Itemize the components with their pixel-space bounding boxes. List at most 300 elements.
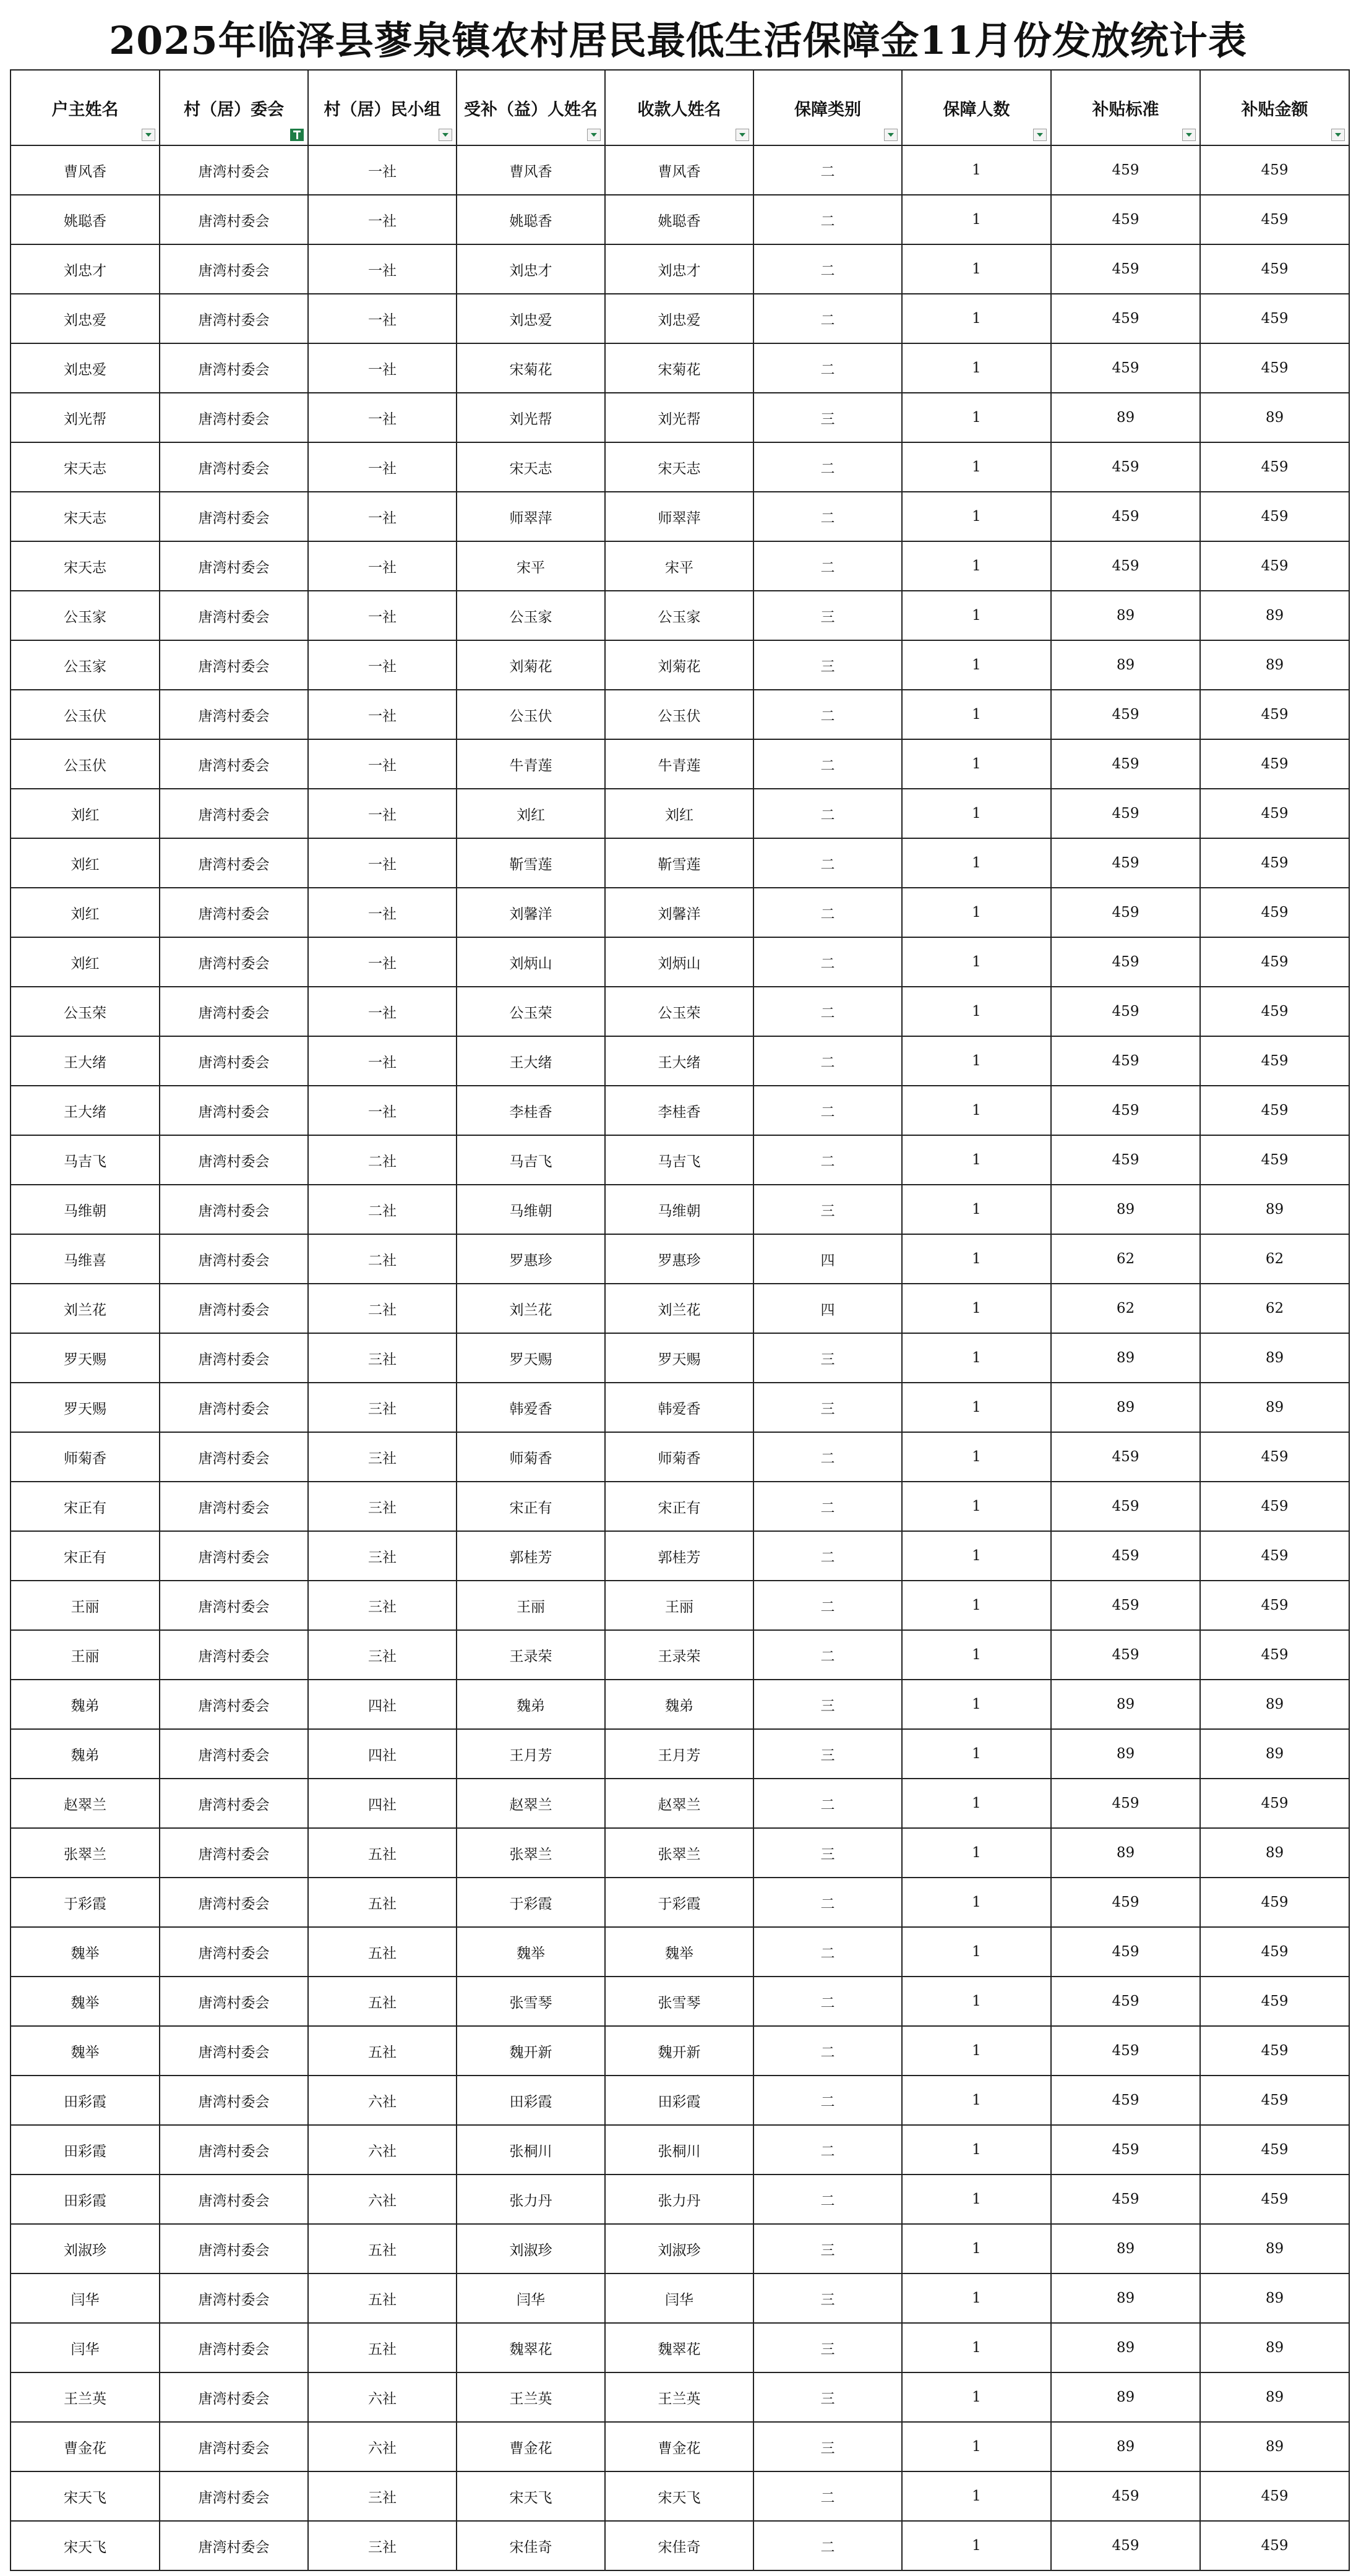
village-group-cell[interactable]: 六社	[308, 2372, 457, 2422]
village-committee-cell[interactable]: 唐湾村委会	[160, 2224, 308, 2273]
guarantee-category-cell[interactable]: 三	[753, 2224, 902, 2273]
beneficiary-name-cell[interactable]: 马吉飞	[457, 1135, 605, 1185]
guarantee-category-cell[interactable]: 三	[753, 2422, 902, 2471]
subsidy-amount-cell[interactable]: 459	[1200, 2175, 1349, 2224]
payee-name-cell[interactable]: 公玉家	[605, 591, 753, 640]
village-committee-cell[interactable]: 唐湾村委会	[160, 1432, 308, 1482]
guarantee-count-cell[interactable]: 1	[902, 1036, 1051, 1086]
household-head-name-cell[interactable]: 闫华	[11, 2273, 160, 2323]
beneficiary-name-cell[interactable]: 魏开新	[457, 2026, 605, 2076]
beneficiary-name-cell[interactable]: 张翠兰	[457, 1828, 605, 1878]
subsidy-standard-cell[interactable]: 459	[1051, 2026, 1200, 2076]
village-group-cell[interactable]: 一社	[308, 492, 457, 541]
village-committee-cell[interactable]: 唐湾村委会	[160, 2521, 308, 2570]
guarantee-count-cell[interactable]: 1	[902, 1927, 1051, 1977]
village-group-cell[interactable]: 一社	[308, 145, 457, 195]
subsidy-standard-cell[interactable]: 459	[1051, 1779, 1200, 1828]
subsidy-standard-cell[interactable]: 459	[1051, 987, 1200, 1036]
payee-name-cell[interactable]: 闫华	[605, 2273, 753, 2323]
village-group-cell[interactable]: 一社	[308, 393, 457, 442]
guarantee-count-cell[interactable]: 1	[902, 343, 1051, 393]
guarantee-category-cell[interactable]: 二	[753, 1779, 902, 1828]
subsidy-amount-cell[interactable]: 89	[1200, 1383, 1349, 1432]
payee-name-cell[interactable]: 王月芳	[605, 1729, 753, 1779]
village-committee-cell[interactable]: 唐湾村委会	[160, 987, 308, 1036]
village-group-cell[interactable]: 六社	[308, 2175, 457, 2224]
subsidy-standard-cell[interactable]: 89	[1051, 1383, 1200, 1432]
filter-dropdown-icon[interactable]	[736, 129, 749, 141]
subsidy-standard-cell[interactable]: 459	[1051, 1086, 1200, 1135]
guarantee-count-cell[interactable]: 1	[902, 2471, 1051, 2521]
guarantee-category-cell[interactable]: 二	[753, 1581, 902, 1630]
village-committee-cell[interactable]: 唐湾村委会	[160, 2471, 308, 2521]
beneficiary-name-cell[interactable]: 刘淑珍	[457, 2224, 605, 2273]
subsidy-amount-cell[interactable]: 459	[1200, 937, 1349, 987]
beneficiary-name-cell[interactable]: 刘光帮	[457, 393, 605, 442]
beneficiary-name-cell[interactable]: 马维朝	[457, 1185, 605, 1234]
household-head-name-cell[interactable]: 宋天飞	[11, 2471, 160, 2521]
village-group-cell[interactable]: 三社	[308, 2471, 457, 2521]
village-group-cell[interactable]: 一社	[308, 294, 457, 343]
subsidy-amount-cell[interactable]: 459	[1200, 1581, 1349, 1630]
payee-name-cell[interactable]: 王录荣	[605, 1630, 753, 1680]
guarantee-count-cell[interactable]: 1	[902, 789, 1051, 838]
filter-dropdown-icon[interactable]	[587, 129, 601, 141]
beneficiary-name-cell[interactable]: 宋菊花	[457, 343, 605, 393]
guarantee-category-cell[interactable]: 三	[753, 1729, 902, 1779]
village-group-cell[interactable]: 一社	[308, 838, 457, 888]
subsidy-amount-cell[interactable]: 89	[1200, 2224, 1349, 2273]
village-group-cell[interactable]: 五社	[308, 2273, 457, 2323]
subsidy-amount-cell[interactable]: 459	[1200, 1036, 1349, 1086]
guarantee-category-cell[interactable]: 二	[753, 195, 902, 244]
subsidy-standard-cell[interactable]: 459	[1051, 1036, 1200, 1086]
beneficiary-name-cell[interactable]: 罗天赐	[457, 1333, 605, 1383]
subsidy-amount-cell[interactable]: 62	[1200, 1234, 1349, 1284]
village-group-cell[interactable]: 一社	[308, 1036, 457, 1086]
payee-name-cell[interactable]: 魏举	[605, 1927, 753, 1977]
household-head-name-cell[interactable]: 魏举	[11, 1927, 160, 1977]
village-group-cell[interactable]: 四社	[308, 1729, 457, 1779]
beneficiary-name-cell[interactable]: 闫华	[457, 2273, 605, 2323]
payee-name-cell[interactable]: 宋天志	[605, 442, 753, 492]
beneficiary-name-cell[interactable]: 牛青莲	[457, 739, 605, 789]
payee-name-cell[interactable]: 刘光帮	[605, 393, 753, 442]
household-head-name-cell[interactable]: 魏弟	[11, 1729, 160, 1779]
guarantee-count-cell[interactable]: 1	[902, 2372, 1051, 2422]
payee-name-cell[interactable]: 赵翠兰	[605, 1779, 753, 1828]
household-head-name-cell[interactable]: 宋天飞	[11, 2521, 160, 2570]
subsidy-standard-cell[interactable]: 459	[1051, 1630, 1200, 1680]
village-committee-cell[interactable]: 唐湾村委会	[160, 541, 308, 591]
subsidy-standard-cell[interactable]: 459	[1051, 739, 1200, 789]
household-head-name-cell[interactable]: 刘忠才	[11, 244, 160, 294]
village-committee-cell[interactable]: 唐湾村委会	[160, 2323, 308, 2372]
guarantee-count-cell[interactable]: 1	[902, 1878, 1051, 1927]
payee-name-cell[interactable]: 宋佳奇	[605, 2521, 753, 2570]
village-committee-cell[interactable]: 唐湾村委会	[160, 1531, 308, 1581]
village-committee-cell[interactable]: 唐湾村委会	[160, 1036, 308, 1086]
payee-name-cell[interactable]: 郭桂芳	[605, 1531, 753, 1581]
village-committee-cell[interactable]: 唐湾村委会	[160, 1234, 308, 1284]
beneficiary-name-cell[interactable]: 张桐川	[457, 2125, 605, 2175]
subsidy-amount-cell[interactable]: 459	[1200, 195, 1349, 244]
beneficiary-name-cell[interactable]: 赵翠兰	[457, 1779, 605, 1828]
household-head-name-cell[interactable]: 姚聪香	[11, 195, 160, 244]
village-committee-cell[interactable]: 唐湾村委会	[160, 2026, 308, 2076]
household-head-name-cell[interactable]: 魏举	[11, 2026, 160, 2076]
household-head-name-cell[interactable]: 宋天志	[11, 442, 160, 492]
household-head-name-cell[interactable]: 曹金花	[11, 2422, 160, 2471]
guarantee-category-cell[interactable]: 三	[753, 1185, 902, 1234]
guarantee-count-cell[interactable]: 1	[902, 393, 1051, 442]
guarantee-count-cell[interactable]: 1	[902, 987, 1051, 1036]
beneficiary-name-cell[interactable]: 宋平	[457, 541, 605, 591]
village-committee-cell[interactable]: 唐湾村委会	[160, 2076, 308, 2125]
guarantee-category-cell[interactable]: 二	[753, 343, 902, 393]
payee-name-cell[interactable]: 宋正有	[605, 1482, 753, 1531]
payee-name-cell[interactable]: 魏开新	[605, 2026, 753, 2076]
guarantee-category-cell[interactable]: 二	[753, 1036, 902, 1086]
village-group-cell[interactable]: 五社	[308, 1828, 457, 1878]
guarantee-count-cell[interactable]: 1	[902, 492, 1051, 541]
household-head-name-cell[interactable]: 宋天志	[11, 492, 160, 541]
filter-dropdown-icon[interactable]	[1182, 129, 1196, 141]
village-group-cell[interactable]: 二社	[308, 1135, 457, 1185]
beneficiary-name-cell[interactable]: 靳雪莲	[457, 838, 605, 888]
household-head-name-cell[interactable]: 刘光帮	[11, 393, 160, 442]
village-group-cell[interactable]: 一社	[308, 739, 457, 789]
village-committee-cell[interactable]: 唐湾村委会	[160, 1977, 308, 2026]
subsidy-amount-cell[interactable]: 89	[1200, 2372, 1349, 2422]
household-head-name-cell[interactable]: 王丽	[11, 1581, 160, 1630]
payee-name-cell[interactable]: 刘馨洋	[605, 888, 753, 937]
village-committee-cell[interactable]: 唐湾村委会	[160, 888, 308, 937]
guarantee-category-cell[interactable]: 二	[753, 244, 902, 294]
household-head-name-cell[interactable]: 赵翠兰	[11, 1779, 160, 1828]
beneficiary-name-cell[interactable]: 公玉伏	[457, 690, 605, 739]
subsidy-amount-cell[interactable]: 459	[1200, 1630, 1349, 1680]
subsidy-standard-cell[interactable]: 459	[1051, 789, 1200, 838]
beneficiary-name-cell[interactable]: 张力丹	[457, 2175, 605, 2224]
subsidy-standard-cell[interactable]: 89	[1051, 1828, 1200, 1878]
beneficiary-name-cell[interactable]: 王录荣	[457, 1630, 605, 1680]
subsidy-standard-cell[interactable]: 459	[1051, 937, 1200, 987]
subsidy-amount-cell[interactable]: 459	[1200, 838, 1349, 888]
payee-name-cell[interactable]: 刘菊花	[605, 640, 753, 690]
village-committee-cell[interactable]: 唐湾村委会	[160, 1680, 308, 1729]
guarantee-count-cell[interactable]: 1	[902, 2422, 1051, 2471]
village-committee-cell[interactable]: 唐湾村委会	[160, 1086, 308, 1135]
guarantee-category-cell[interactable]: 三	[753, 591, 902, 640]
subsidy-amount-cell[interactable]: 89	[1200, 1828, 1349, 1878]
household-head-name-cell[interactable]: 刘红	[11, 937, 160, 987]
payee-name-cell[interactable]: 刘兰花	[605, 1284, 753, 1333]
subsidy-standard-cell[interactable]: 459	[1051, 1581, 1200, 1630]
household-head-name-cell[interactable]: 王兰英	[11, 2372, 160, 2422]
village-group-cell[interactable]: 五社	[308, 1878, 457, 1927]
subsidy-amount-cell[interactable]: 89	[1200, 2422, 1349, 2471]
subsidy-amount-cell[interactable]: 89	[1200, 1185, 1349, 1234]
subsidy-amount-cell[interactable]: 459	[1200, 492, 1349, 541]
beneficiary-name-cell[interactable]: 罗惠珍	[457, 1234, 605, 1284]
beneficiary-name-cell[interactable]: 韩爱香	[457, 1383, 605, 1432]
household-head-name-cell[interactable]: 于彩霞	[11, 1878, 160, 1927]
guarantee-count-cell[interactable]: 1	[902, 2125, 1051, 2175]
payee-name-cell[interactable]: 王兰英	[605, 2372, 753, 2422]
village-committee-cell[interactable]: 唐湾村委会	[160, 1630, 308, 1680]
subsidy-amount-cell[interactable]: 459	[1200, 2471, 1349, 2521]
beneficiary-name-cell[interactable]: 刘菊花	[457, 640, 605, 690]
village-committee-cell[interactable]: 唐湾村委会	[160, 640, 308, 690]
guarantee-category-cell[interactable]: 三	[753, 1333, 902, 1383]
village-group-cell[interactable]: 二社	[308, 1234, 457, 1284]
guarantee-count-cell[interactable]: 1	[902, 1581, 1051, 1630]
guarantee-count-cell[interactable]: 1	[902, 2175, 1051, 2224]
payee-name-cell[interactable]: 张翠兰	[605, 1828, 753, 1878]
guarantee-count-cell[interactable]: 1	[902, 244, 1051, 294]
beneficiary-name-cell[interactable]: 王大绪	[457, 1036, 605, 1086]
village-group-cell[interactable]: 一社	[308, 888, 457, 937]
filter-dropdown-icon[interactable]	[884, 129, 898, 141]
guarantee-category-cell[interactable]: 二	[753, 739, 902, 789]
village-group-cell[interactable]: 三社	[308, 1581, 457, 1630]
payee-name-cell[interactable]: 魏弟	[605, 1680, 753, 1729]
subsidy-standard-cell[interactable]: 89	[1051, 1185, 1200, 1234]
guarantee-category-cell[interactable]: 二	[753, 2125, 902, 2175]
village-committee-cell[interactable]: 唐湾村委会	[160, 1779, 308, 1828]
subsidy-amount-cell[interactable]: 459	[1200, 244, 1349, 294]
guarantee-category-cell[interactable]: 二	[753, 294, 902, 343]
village-group-cell[interactable]: 六社	[308, 2076, 457, 2125]
subsidy-standard-cell[interactable]: 459	[1051, 541, 1200, 591]
subsidy-amount-cell[interactable]: 459	[1200, 2125, 1349, 2175]
subsidy-amount-cell[interactable]: 459	[1200, 2521, 1349, 2570]
beneficiary-name-cell[interactable]: 刘忠爱	[457, 294, 605, 343]
subsidy-amount-cell[interactable]: 459	[1200, 1135, 1349, 1185]
payee-name-cell[interactable]: 马维朝	[605, 1185, 753, 1234]
payee-name-cell[interactable]: 张雪琴	[605, 1977, 753, 2026]
subsidy-standard-cell[interactable]: 62	[1051, 1284, 1200, 1333]
beneficiary-name-cell[interactable]: 曹金花	[457, 2422, 605, 2471]
guarantee-count-cell[interactable]: 1	[902, 739, 1051, 789]
household-head-name-cell[interactable]: 刘忠爱	[11, 343, 160, 393]
village-group-cell[interactable]: 一社	[308, 195, 457, 244]
guarantee-category-cell[interactable]: 二	[753, 1432, 902, 1482]
subsidy-standard-cell[interactable]: 459	[1051, 2471, 1200, 2521]
beneficiary-name-cell[interactable]: 魏弟	[457, 1680, 605, 1729]
beneficiary-name-cell[interactable]: 王兰英	[457, 2372, 605, 2422]
beneficiary-name-cell[interactable]: 公玉荣	[457, 987, 605, 1036]
subsidy-standard-cell[interactable]: 459	[1051, 1977, 1200, 2026]
subsidy-amount-cell[interactable]: 459	[1200, 1927, 1349, 1977]
guarantee-category-cell[interactable]: 二	[753, 1482, 902, 1531]
guarantee-category-cell[interactable]: 二	[753, 541, 902, 591]
filter-dropdown-icon[interactable]	[142, 129, 155, 141]
guarantee-category-cell[interactable]: 二	[753, 442, 902, 492]
household-head-name-cell[interactable]: 宋天志	[11, 541, 160, 591]
village-group-cell[interactable]: 一社	[308, 244, 457, 294]
guarantee-category-cell[interactable]: 三	[753, 393, 902, 442]
subsidy-amount-cell[interactable]: 459	[1200, 2076, 1349, 2125]
guarantee-count-cell[interactable]: 1	[902, 1977, 1051, 2026]
subsidy-standard-cell[interactable]: 62	[1051, 1234, 1200, 1284]
household-head-name-cell[interactable]: 刘淑珍	[11, 2224, 160, 2273]
village-group-cell[interactable]: 二社	[308, 1185, 457, 1234]
guarantee-count-cell[interactable]: 1	[902, 1531, 1051, 1581]
guarantee-category-cell[interactable]: 四	[753, 1284, 902, 1333]
subsidy-amount-cell[interactable]: 459	[1200, 888, 1349, 937]
subsidy-amount-cell[interactable]: 459	[1200, 2026, 1349, 2076]
household-head-name-cell[interactable]: 王大绪	[11, 1086, 160, 1135]
guarantee-count-cell[interactable]: 1	[902, 1284, 1051, 1333]
subsidy-amount-cell[interactable]: 459	[1200, 1878, 1349, 1927]
village-group-cell[interactable]: 三社	[308, 1482, 457, 1531]
beneficiary-name-cell[interactable]: 王丽	[457, 1581, 605, 1630]
subsidy-standard-cell[interactable]: 89	[1051, 2224, 1200, 2273]
village-committee-cell[interactable]: 唐湾村委会	[160, 789, 308, 838]
guarantee-category-cell[interactable]: 二	[753, 2175, 902, 2224]
village-committee-cell[interactable]: 唐湾村委会	[160, 2175, 308, 2224]
payee-name-cell[interactable]: 李桂香	[605, 1086, 753, 1135]
guarantee-category-cell[interactable]: 二	[753, 987, 902, 1036]
beneficiary-name-cell[interactable]: 宋正有	[457, 1482, 605, 1531]
village-committee-cell[interactable]: 唐湾村委会	[160, 2125, 308, 2175]
village-committee-cell[interactable]: 唐湾村委会	[160, 343, 308, 393]
guarantee-count-cell[interactable]: 1	[902, 1630, 1051, 1680]
beneficiary-name-cell[interactable]: 于彩霞	[457, 1878, 605, 1927]
subsidy-standard-cell[interactable]: 459	[1051, 838, 1200, 888]
subsidy-standard-cell[interactable]: 459	[1051, 442, 1200, 492]
subsidy-standard-cell[interactable]: 459	[1051, 1432, 1200, 1482]
subsidy-amount-cell[interactable]: 459	[1200, 145, 1349, 195]
village-committee-cell[interactable]: 唐湾村委会	[160, 591, 308, 640]
household-head-name-cell[interactable]: 师菊香	[11, 1432, 160, 1482]
guarantee-category-cell[interactable]: 二	[753, 2076, 902, 2125]
guarantee-count-cell[interactable]: 1	[902, 591, 1051, 640]
subsidy-standard-cell[interactable]: 459	[1051, 1878, 1200, 1927]
guarantee-count-cell[interactable]: 1	[902, 888, 1051, 937]
guarantee-category-cell[interactable]: 三	[753, 640, 902, 690]
village-committee-cell[interactable]: 唐湾村委会	[160, 1185, 308, 1234]
guarantee-category-cell[interactable]: 二	[753, 789, 902, 838]
payee-name-cell[interactable]: 刘淑珍	[605, 2224, 753, 2273]
filter-dropdown-icon[interactable]	[439, 129, 452, 141]
guarantee-count-cell[interactable]: 1	[902, 1086, 1051, 1135]
household-head-name-cell[interactable]: 宋正有	[11, 1482, 160, 1531]
beneficiary-name-cell[interactable]: 宋天志	[457, 442, 605, 492]
household-head-name-cell[interactable]: 公玉家	[11, 640, 160, 690]
household-head-name-cell[interactable]: 公玉荣	[11, 987, 160, 1036]
household-head-name-cell[interactable]: 刘红	[11, 888, 160, 937]
household-head-name-cell[interactable]: 公玉伏	[11, 739, 160, 789]
village-group-cell[interactable]: 一社	[308, 640, 457, 690]
payee-name-cell[interactable]: 刘炳山	[605, 937, 753, 987]
payee-name-cell[interactable]: 王丽	[605, 1581, 753, 1630]
payee-name-cell[interactable]: 张桐川	[605, 2125, 753, 2175]
guarantee-category-cell[interactable]: 二	[753, 1630, 902, 1680]
household-head-name-cell[interactable]: 马吉飞	[11, 1135, 160, 1185]
subsidy-standard-cell[interactable]: 459	[1051, 492, 1200, 541]
subsidy-amount-cell[interactable]: 459	[1200, 987, 1349, 1036]
guarantee-category-cell[interactable]: 二	[753, 492, 902, 541]
guarantee-count-cell[interactable]: 1	[902, 1779, 1051, 1828]
subsidy-amount-cell[interactable]: 459	[1200, 1531, 1349, 1581]
village-group-cell[interactable]: 三社	[308, 1432, 457, 1482]
payee-name-cell[interactable]: 牛青莲	[605, 739, 753, 789]
guarantee-count-cell[interactable]: 1	[902, 442, 1051, 492]
village-committee-cell[interactable]: 唐湾村委会	[160, 1828, 308, 1878]
village-committee-cell[interactable]: 唐湾村委会	[160, 1383, 308, 1432]
beneficiary-name-cell[interactable]: 师翠萍	[457, 492, 605, 541]
village-committee-cell[interactable]: 唐湾村委会	[160, 244, 308, 294]
guarantee-category-cell[interactable]: 二	[753, 2471, 902, 2521]
household-head-name-cell[interactable]: 刘红	[11, 838, 160, 888]
payee-name-cell[interactable]: 曹风香	[605, 145, 753, 195]
village-committee-cell[interactable]: 唐湾村委会	[160, 1581, 308, 1630]
beneficiary-name-cell[interactable]: 张雪琴	[457, 1977, 605, 2026]
village-group-cell[interactable]: 四社	[308, 1680, 457, 1729]
payee-name-cell[interactable]: 靳雪莲	[605, 838, 753, 888]
payee-name-cell[interactable]: 韩爱香	[605, 1383, 753, 1432]
village-group-cell[interactable]: 一社	[308, 690, 457, 739]
subsidy-standard-cell[interactable]: 89	[1051, 393, 1200, 442]
guarantee-category-cell[interactable]: 二	[753, 1135, 902, 1185]
village-committee-cell[interactable]: 唐湾村委会	[160, 2422, 308, 2471]
village-committee-cell[interactable]: 唐湾村委会	[160, 838, 308, 888]
guarantee-count-cell[interactable]: 1	[902, 541, 1051, 591]
payee-name-cell[interactable]: 师翠萍	[605, 492, 753, 541]
subsidy-standard-cell[interactable]: 89	[1051, 1729, 1200, 1779]
subsidy-amount-cell[interactable]: 459	[1200, 1977, 1349, 2026]
subsidy-standard-cell[interactable]: 89	[1051, 591, 1200, 640]
beneficiary-name-cell[interactable]: 郭桂芳	[457, 1531, 605, 1581]
beneficiary-name-cell[interactable]: 宋天飞	[457, 2471, 605, 2521]
subsidy-standard-cell[interactable]: 459	[1051, 244, 1200, 294]
guarantee-count-cell[interactable]: 1	[902, 195, 1051, 244]
payee-name-cell[interactable]: 马吉飞	[605, 1135, 753, 1185]
household-head-name-cell[interactable]: 公玉伏	[11, 690, 160, 739]
village-group-cell[interactable]: 六社	[308, 2422, 457, 2471]
subsidy-amount-cell[interactable]: 459	[1200, 1779, 1349, 1828]
subsidy-amount-cell[interactable]: 459	[1200, 789, 1349, 838]
village-group-cell[interactable]: 二社	[308, 1284, 457, 1333]
household-head-name-cell[interactable]: 罗天赐	[11, 1333, 160, 1383]
village-group-cell[interactable]: 五社	[308, 2026, 457, 2076]
village-group-cell[interactable]: 一社	[308, 937, 457, 987]
beneficiary-name-cell[interactable]: 姚聪香	[457, 195, 605, 244]
village-committee-cell[interactable]: 唐湾村委会	[160, 1135, 308, 1185]
village-committee-cell[interactable]: 唐湾村委会	[160, 492, 308, 541]
guarantee-category-cell[interactable]: 二	[753, 1927, 902, 1977]
subsidy-amount-cell[interactable]: 89	[1200, 393, 1349, 442]
guarantee-category-cell[interactable]: 四	[753, 1234, 902, 1284]
guarantee-count-cell[interactable]: 1	[902, 2026, 1051, 2076]
beneficiary-name-cell[interactable]: 刘忠才	[457, 244, 605, 294]
household-head-name-cell[interactable]: 刘兰花	[11, 1284, 160, 1333]
payee-name-cell[interactable]: 于彩霞	[605, 1878, 753, 1927]
household-head-name-cell[interactable]: 马维朝	[11, 1185, 160, 1234]
beneficiary-name-cell[interactable]: 刘馨洋	[457, 888, 605, 937]
guarantee-category-cell[interactable]: 三	[753, 1383, 902, 1432]
guarantee-count-cell[interactable]: 1	[902, 1185, 1051, 1234]
beneficiary-name-cell[interactable]: 宋佳奇	[457, 2521, 605, 2570]
guarantee-count-cell[interactable]: 1	[902, 2076, 1051, 2125]
payee-name-cell[interactable]: 曹金花	[605, 2422, 753, 2471]
subsidy-amount-cell[interactable]: 459	[1200, 294, 1349, 343]
village-committee-cell[interactable]: 唐湾村委会	[160, 1729, 308, 1779]
subsidy-standard-cell[interactable]: 459	[1051, 1927, 1200, 1977]
